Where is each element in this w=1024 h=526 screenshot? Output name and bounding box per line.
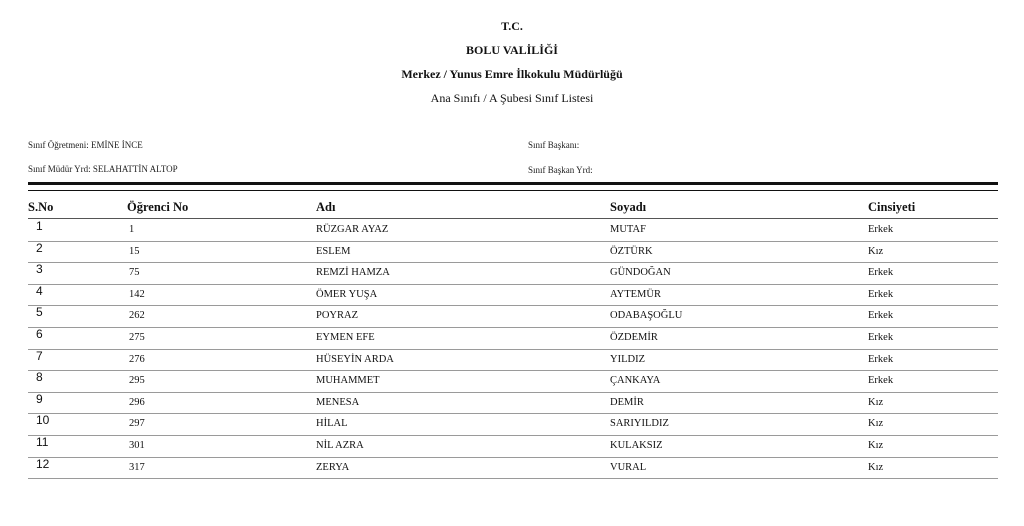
divider-thin bbox=[28, 190, 998, 191]
header-governorship: BOLU VALİLİĞİ bbox=[466, 43, 558, 57]
cell-surname: AYTEMÜR bbox=[610, 288, 661, 300]
cell-sno: 2 bbox=[36, 240, 43, 255]
vice-principal: Sınıf Müdür Yrd: SELAHATTİN ALTOP bbox=[28, 164, 178, 174]
cell-sno: 10 bbox=[36, 413, 50, 428]
cell-surname: MUTAF bbox=[610, 224, 646, 235]
cell-name: MENESA bbox=[316, 396, 360, 408]
cell-name: NİL AZRA bbox=[316, 440, 364, 451]
column-header-sno: S.No bbox=[28, 200, 54, 214]
cell-sno: 12 bbox=[36, 456, 50, 471]
cell-gender: Erkek bbox=[868, 267, 894, 279]
table-row bbox=[28, 370, 998, 393]
table-row bbox=[28, 392, 998, 415]
cell-student-no: 276 bbox=[129, 353, 145, 365]
cell-student-no: 1 bbox=[129, 224, 135, 235]
class-president: Sınıf Başkanı: bbox=[528, 140, 580, 150]
column-header-gender: Cinsiyeti bbox=[868, 200, 916, 214]
class-teacher: Sınıf Öğretmeni: EMİNE İNCE bbox=[28, 140, 143, 150]
cell-name: EYMEN EFE bbox=[316, 332, 375, 343]
cell-student-no: 317 bbox=[129, 461, 145, 473]
cell-sno: 7 bbox=[36, 348, 43, 363]
cell-gender: Kız bbox=[868, 396, 884, 408]
cell-name: REMZİ HAMZA bbox=[316, 267, 390, 279]
cell-surname: DEMİR bbox=[610, 396, 644, 408]
table-row bbox=[28, 284, 998, 307]
table-row bbox=[28, 241, 998, 264]
cell-student-no: 296 bbox=[129, 396, 145, 408]
cell-sno: 9 bbox=[36, 391, 43, 406]
divider-thick bbox=[28, 182, 998, 185]
table-row bbox=[28, 327, 998, 350]
cell-name: MUHAMMET bbox=[316, 375, 380, 387]
cell-name: POYRAZ bbox=[316, 310, 359, 322]
cell-sno: 8 bbox=[36, 370, 43, 385]
cell-gender: Erkek bbox=[868, 310, 894, 322]
table-row bbox=[28, 435, 998, 458]
header-country: T.C. bbox=[501, 19, 523, 33]
cell-student-no: 297 bbox=[129, 418, 145, 430]
table-row bbox=[28, 413, 998, 436]
table-row bbox=[28, 349, 998, 372]
cell-surname: YILDIZ bbox=[610, 353, 645, 365]
cell-gender: Erkek bbox=[868, 288, 894, 300]
cell-surname: KULAKSIZ bbox=[610, 440, 663, 451]
cell-student-no: 275 bbox=[129, 332, 145, 343]
cell-gender: Erkek bbox=[868, 224, 894, 235]
cell-gender: Erkek bbox=[868, 353, 894, 365]
class-vice-president: Sınıf Başkan Yrd: bbox=[528, 165, 593, 175]
cell-surname: VURAL bbox=[610, 461, 647, 473]
cell-name: ESLEM bbox=[316, 245, 351, 257]
cell-surname: ÖZDEMİR bbox=[610, 332, 658, 343]
table-row bbox=[28, 262, 998, 285]
cell-name: ZERYA bbox=[316, 461, 350, 473]
cell-name: HİLAL bbox=[316, 418, 348, 430]
column-header-name: Adı bbox=[316, 200, 336, 214]
column-header-surname: Soyadı bbox=[610, 200, 647, 214]
cell-gender: Kız bbox=[868, 461, 884, 473]
cell-gender: Kız bbox=[868, 440, 884, 451]
cell-name: HÜSEYİN ARDA bbox=[316, 353, 394, 365]
cell-sno: 1 bbox=[36, 219, 43, 233]
cell-name: ÖMER YUŞA bbox=[316, 288, 378, 300]
cell-gender: Erkek bbox=[868, 332, 894, 343]
cell-student-no: 295 bbox=[129, 375, 145, 387]
cell-student-no: 142 bbox=[129, 288, 145, 300]
cell-surname: ODABAŞOĞLU bbox=[610, 310, 683, 322]
cell-student-no: 262 bbox=[129, 310, 145, 322]
cell-student-no: 301 bbox=[129, 440, 145, 451]
column-header-student-no: Öğrenci No bbox=[127, 200, 189, 214]
cell-student-no: 15 bbox=[129, 245, 140, 257]
cell-student-no: 75 bbox=[129, 267, 140, 279]
cell-sno: 3 bbox=[36, 262, 43, 277]
cell-sno: 6 bbox=[36, 327, 43, 341]
cell-sno: 5 bbox=[36, 305, 43, 320]
cell-gender: Erkek bbox=[868, 375, 894, 387]
cell-gender: Kız bbox=[868, 418, 884, 430]
cell-surname: ÖZTÜRK bbox=[610, 245, 653, 257]
table-row bbox=[28, 219, 998, 242]
cell-surname: GÜNDOĞAN bbox=[610, 267, 671, 279]
table-row bbox=[28, 457, 998, 480]
cell-sno: 11 bbox=[36, 435, 49, 449]
header-list-title: Ana Sınıfı / A Şubesi Sınıf Listesi bbox=[430, 91, 594, 105]
cell-gender: Kız bbox=[868, 245, 884, 257]
table-row bbox=[28, 305, 998, 328]
cell-sno: 4 bbox=[36, 283, 43, 298]
cell-surname: ÇANKAYA bbox=[610, 375, 661, 387]
cell-surname: SARIYILDIZ bbox=[610, 418, 669, 430]
cell-name: RÜZGAR AYAZ bbox=[316, 224, 389, 235]
header-school: Merkez / Yunus Emre İlkokulu Müdürlüğü bbox=[401, 67, 623, 81]
